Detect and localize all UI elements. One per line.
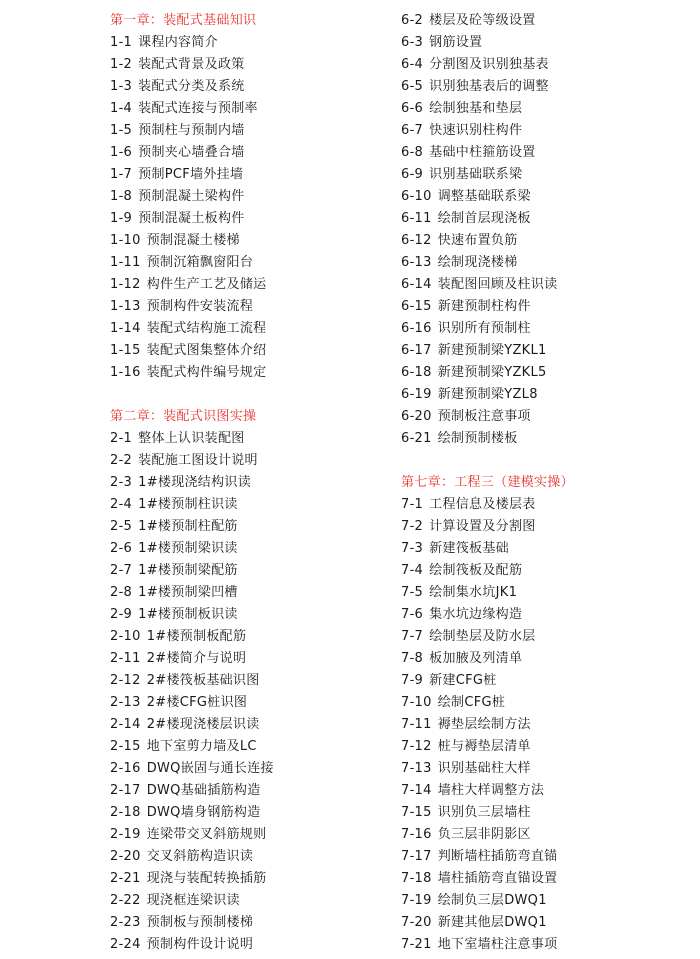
lesson-title: 新建筏板基础: [429, 541, 509, 556]
lesson-number: 1-9: [110, 211, 133, 226]
lesson-item: [110, 296, 390, 318]
lesson-title: 新建CFG桩: [429, 673, 497, 688]
lesson-number: 7-18: [401, 871, 432, 886]
chapter2-heading: 第二章：装配式识图实操: [110, 409, 257, 424]
chapter1-list: [110, 32, 390, 384]
lesson-number: 2-21: [110, 871, 141, 886]
lesson-title: 预制柱与预制内墙: [138, 123, 245, 138]
lesson-item: [110, 252, 390, 274]
lesson-number: 6-9: [401, 167, 424, 182]
lesson-title: 整体上认识装配图: [138, 431, 245, 446]
lesson-item: [110, 98, 390, 120]
lesson-item: [110, 670, 390, 692]
lesson-item: [110, 428, 390, 450]
lesson-number: 6-8: [401, 145, 424, 160]
lesson-item: [110, 340, 390, 362]
lesson-title: 地下室墙柱注意事项: [437, 937, 558, 952]
lesson-number: 2-9: [110, 607, 133, 622]
lesson-number: 7-1: [401, 497, 424, 512]
lesson-title: 新建预制梁YZL8: [437, 387, 538, 402]
lesson-item: [401, 714, 691, 736]
lesson-item: [401, 736, 691, 758]
section-gap: [401, 450, 691, 472]
lesson-item: [401, 692, 691, 714]
lesson-item: [110, 120, 390, 142]
lesson-title: 识别所有预制柱: [437, 321, 531, 336]
lesson-number: 7-4: [401, 563, 424, 578]
lesson-item: [401, 648, 691, 670]
lesson-number: 1-14: [110, 321, 141, 336]
lesson-title: 新建预制梁YZKL5: [437, 365, 547, 380]
left-column: [110, 10, 390, 956]
lesson-item: [401, 516, 691, 538]
lesson-title: 1#楼预制梁识读: [138, 541, 238, 556]
lesson-number: 6-15: [401, 299, 432, 314]
chapter7-list: [401, 494, 691, 956]
lesson-item: [110, 736, 390, 758]
lesson-item: [110, 648, 390, 670]
lesson-item: [110, 890, 390, 912]
lesson-title: 现浇与装配转换插筋: [146, 871, 267, 886]
lesson-item: [401, 428, 691, 450]
lesson-number: 7-9: [401, 673, 424, 688]
lesson-title: 预制混凝土板构件: [138, 211, 245, 226]
lesson-item: [401, 76, 691, 98]
lesson-number: 7-20: [401, 915, 432, 930]
lesson-title: DWQ基础插筋构造: [146, 783, 261, 798]
lesson-number: 2-22: [110, 893, 141, 908]
lesson-title: 预制板与预制楼梯: [146, 915, 254, 930]
lesson-item: [401, 934, 691, 956]
lesson-title: 绘制负三层DWQ1: [437, 893, 547, 908]
lesson-title: 绘制预制楼板: [437, 431, 518, 446]
lesson-title: 钢筋设置: [429, 35, 483, 50]
lesson-title: 2#楼CFG桩识图: [146, 695, 248, 710]
lesson-number: 1-13: [110, 299, 141, 314]
lesson-number: 1-7: [110, 167, 133, 182]
lesson-title: 预制板注意事项: [437, 409, 531, 424]
lesson-title: 1#楼预制梁凹槽: [138, 585, 238, 600]
lesson-number: 6-20: [401, 409, 432, 424]
lesson-number: 7-2: [401, 519, 424, 534]
lesson-title: 2#楼现浇楼层识读: [146, 717, 260, 732]
lesson-title: 快速识别柱构件: [429, 123, 523, 138]
lesson-number: 2-10: [110, 629, 141, 644]
lesson-title: 装配式结构施工流程: [146, 321, 267, 336]
lesson-item: [110, 450, 390, 472]
lesson-number: 6-3: [401, 35, 424, 50]
lesson-title: 装配式连接与预制率: [138, 101, 258, 116]
lesson-title: 新建预制梁YZKL1: [437, 343, 547, 358]
lesson-item: [401, 890, 691, 912]
lesson-number: 7-5: [401, 585, 424, 600]
lesson-item: [401, 494, 691, 516]
lesson-item: [110, 54, 390, 76]
lesson-title: 预制构件设计说明: [146, 937, 254, 952]
lesson-number: 6-11: [401, 211, 432, 226]
lesson-number: 7-14: [401, 783, 432, 798]
lesson-item: [401, 868, 691, 890]
lesson-title: 现浇框连梁识读: [146, 893, 240, 908]
lesson-title: 构件生产工艺及储运: [146, 277, 267, 292]
lesson-title: 绘制筏板及配筋: [429, 563, 523, 578]
lesson-number: 1-5: [110, 123, 133, 138]
lesson-item: [110, 934, 390, 956]
lesson-number: 7-15: [401, 805, 432, 820]
lesson-title: 墙柱大样调整方法: [437, 783, 545, 798]
chapter7-heading: 第七章：工程三（建模实操）: [401, 475, 574, 490]
lesson-title: 基础中柱箍筋设置: [429, 145, 536, 160]
lesson-title: 预制沉箱飘窗阳台: [146, 255, 254, 270]
lesson-item: [110, 714, 390, 736]
lesson-item: [401, 54, 691, 76]
lesson-title: DWQ墙身钢筋构造: [146, 805, 261, 820]
lesson-title: 绘制集水坑JK1: [429, 585, 518, 600]
lesson-item: [401, 120, 691, 142]
lesson-title: 装配式背景及政策: [138, 57, 245, 72]
lesson-number: 1-4: [110, 101, 133, 116]
lesson-title: 绘制独基和垫层: [429, 101, 523, 116]
lesson-item: [401, 538, 691, 560]
lesson-title: 1#楼预制柱配筋: [138, 519, 238, 534]
lesson-title: 绘制首层现浇板: [437, 211, 531, 226]
lesson-item: [110, 274, 390, 296]
lesson-number: 2-15: [110, 739, 141, 754]
lesson-number: 6-2: [401, 13, 424, 28]
lesson-title: 新建其他层DWQ1: [437, 915, 547, 930]
lesson-item: [110, 32, 390, 54]
lesson-item: [401, 208, 691, 230]
lesson-title: 识别基础柱大样: [437, 761, 531, 776]
lesson-item: [110, 208, 390, 230]
lesson-number: 2-3: [110, 475, 133, 490]
lesson-title: 新建预制柱构件: [437, 299, 531, 314]
right-column: [401, 10, 691, 956]
lesson-item: [110, 758, 390, 780]
lesson-number: 7-7: [401, 629, 424, 644]
lesson-number: 7-12: [401, 739, 432, 754]
lesson-item: [110, 230, 390, 252]
lesson-number: 7-6: [401, 607, 424, 622]
lesson-number: 2-4: [110, 497, 133, 512]
lesson-title: 调整基础联系梁: [437, 189, 531, 204]
lesson-item: [401, 362, 691, 384]
lesson-item: [110, 76, 390, 98]
lesson-title: 预制夹心墙叠合墙: [138, 145, 245, 160]
lesson-title: 1#楼预制柱识读: [138, 497, 238, 512]
lesson-item: [401, 384, 691, 406]
lesson-item: [401, 340, 691, 362]
lesson-number: 7-16: [401, 827, 432, 842]
lesson-item: [401, 802, 691, 824]
lesson-number: 2-5: [110, 519, 133, 534]
lesson-number: 2-13: [110, 695, 141, 710]
lesson-item: [401, 230, 691, 252]
lesson-number: 7-21: [401, 937, 432, 952]
lesson-title: 负三层非阴影区: [437, 827, 531, 842]
lesson-title: 绘制现浇楼梯: [437, 255, 518, 270]
lesson-number: 7-17: [401, 849, 432, 864]
lesson-title: 1#楼预制板识读: [138, 607, 238, 622]
lesson-number: 1-3: [110, 79, 133, 94]
lesson-item: [110, 824, 390, 846]
lesson-title: 连梁带交叉斜筋规则: [146, 827, 267, 842]
lesson-number: 2-8: [110, 585, 133, 600]
lesson-title: 1#楼预制梁配筋: [138, 563, 238, 578]
lesson-title: 装配式构件编号规定: [146, 365, 267, 380]
lesson-item: [401, 406, 691, 428]
lesson-item: [401, 296, 691, 318]
lesson-title: DWQ嵌固与通长连接: [146, 761, 274, 776]
lesson-number: 1-11: [110, 255, 141, 270]
lesson-item: [401, 274, 691, 296]
lesson-item: [110, 186, 390, 208]
lesson-number: 7-13: [401, 761, 432, 776]
lesson-number: 7-3: [401, 541, 424, 556]
lesson-number: 2-7: [110, 563, 133, 578]
chapter2-list: [110, 428, 390, 956]
lesson-title: 课程内容简介: [138, 35, 218, 50]
lesson-title: 计算设置及分割图: [429, 519, 536, 534]
lesson-number: 6-5: [401, 79, 424, 94]
lesson-item: [401, 670, 691, 692]
lesson-item: [401, 318, 691, 340]
lesson-item: [110, 142, 390, 164]
lesson-item: [110, 780, 390, 802]
lesson-number: 2-23: [110, 915, 141, 930]
lesson-number: 6-13: [401, 255, 432, 270]
lesson-title: 2#楼筏板基础识图: [146, 673, 260, 688]
lesson-item: [110, 626, 390, 648]
lesson-title: 地下室剪力墙及LC: [146, 739, 257, 754]
lesson-number: 7-8: [401, 651, 424, 666]
lesson-number: 6-12: [401, 233, 432, 248]
lesson-item: [110, 516, 390, 538]
lesson-item: [401, 142, 691, 164]
lesson-title: 识别基础联系梁: [429, 167, 523, 182]
lesson-title: 装配图回顾及柱识读: [437, 277, 558, 292]
lesson-item: [110, 362, 390, 384]
lesson-number: 1-6: [110, 145, 133, 160]
lesson-number: 1-8: [110, 189, 133, 204]
lesson-item: [401, 32, 691, 54]
lesson-title: 预制PCF墙外挂墙: [138, 167, 244, 182]
lesson-item: [110, 868, 390, 890]
lesson-item: [110, 846, 390, 868]
lesson-number: 6-14: [401, 277, 432, 292]
lesson-title: 2#楼简介与说明: [146, 651, 247, 666]
lesson-number: 6-17: [401, 343, 432, 358]
lesson-title: 装配施工图设计说明: [138, 453, 258, 468]
lesson-title: 判断墙柱插筋弯直锚: [437, 849, 558, 864]
lesson-title: 识别独基表后的调整: [429, 79, 549, 94]
chapter6-list: [401, 10, 691, 450]
lesson-number: 6-6: [401, 101, 424, 116]
lesson-item: [110, 164, 390, 186]
lesson-number: 2-19: [110, 827, 141, 842]
lesson-title: 分割图及识别独基表: [429, 57, 549, 72]
lesson-title: 装配式分类及系统: [138, 79, 245, 94]
lesson-title: 识别负三层墙柱: [437, 805, 531, 820]
lesson-number: 6-4: [401, 57, 424, 72]
lesson-number: 6-10: [401, 189, 432, 204]
lesson-item: [401, 912, 691, 934]
lesson-number: 2-6: [110, 541, 133, 556]
lesson-number: 6-18: [401, 365, 432, 380]
lesson-number: 2-24: [110, 937, 141, 952]
lesson-item: [110, 318, 390, 340]
lesson-item: [110, 538, 390, 560]
lesson-item: [401, 186, 691, 208]
lesson-item: [110, 472, 390, 494]
lesson-number: 2-11: [110, 651, 141, 666]
lesson-number: 2-18: [110, 805, 141, 820]
lesson-number: 1-12: [110, 277, 141, 292]
lesson-number: 6-16: [401, 321, 432, 336]
lesson-number: 6-19: [401, 387, 432, 402]
lesson-title: 绘制CFG桩: [437, 695, 506, 710]
lesson-title: 绘制垫层及防水层: [429, 629, 536, 644]
lesson-item: [401, 604, 691, 626]
lesson-title: 预制构件安装流程: [146, 299, 254, 314]
lesson-item: [401, 846, 691, 868]
lesson-number: 1-1: [110, 35, 133, 50]
lesson-number: 2-12: [110, 673, 141, 688]
lesson-item: [110, 582, 390, 604]
lesson-number: 2-1: [110, 431, 133, 446]
lesson-number: 2-20: [110, 849, 141, 864]
lesson-item: [110, 912, 390, 934]
lesson-item: [401, 780, 691, 802]
lesson-title: 墙柱插筋弯直锚设置: [437, 871, 558, 886]
lesson-number: 1-10: [110, 233, 141, 248]
lesson-title: 快速布置负筋: [437, 233, 518, 248]
lesson-number: 2-16: [110, 761, 141, 776]
lesson-title: 预制混凝土梁构件: [138, 189, 245, 204]
lesson-item: [110, 560, 390, 582]
lesson-title: 1#楼预制板配筋: [146, 629, 247, 644]
lesson-number: 7-11: [401, 717, 432, 732]
lesson-title: 交叉斜筋构造识读: [146, 849, 254, 864]
lesson-title: 桩与褥垫层清单: [437, 739, 531, 754]
lesson-title: 预制混凝土楼梯: [146, 233, 240, 248]
lesson-title: 楼层及砼等级设置: [429, 13, 536, 28]
lesson-number: 2-2: [110, 453, 133, 468]
lesson-item: [401, 10, 691, 32]
lesson-item: [401, 164, 691, 186]
lesson-number: 2-17: [110, 783, 141, 798]
lesson-title: 褥垫层绘制方法: [437, 717, 531, 732]
lesson-number: 6-7: [401, 123, 424, 138]
lesson-title: 板加腋及列清单: [429, 651, 523, 666]
lesson-number: 1-16: [110, 365, 141, 380]
section-gap: [110, 384, 390, 406]
lesson-number: 2-14: [110, 717, 141, 732]
chapter1-heading: 第一章：装配式基础知识: [110, 13, 257, 28]
lesson-number: 7-10: [401, 695, 432, 710]
lesson-item: [401, 98, 691, 120]
lesson-number: 1-15: [110, 343, 141, 358]
lesson-item: [401, 626, 691, 648]
lesson-item: [401, 560, 691, 582]
lesson-item: [110, 692, 390, 714]
lesson-title: 装配式图集整体介绍: [146, 343, 267, 358]
lesson-title: 工程信息及楼层表: [429, 497, 536, 512]
lesson-number: 1-2: [110, 57, 133, 72]
lesson-title: 集水坑边缘构造: [429, 607, 523, 622]
lesson-item: [401, 824, 691, 846]
lesson-item: [110, 494, 390, 516]
lesson-number: 7-19: [401, 893, 432, 908]
lesson-item: [110, 802, 390, 824]
lesson-item: [401, 582, 691, 604]
lesson-item: [401, 758, 691, 780]
lesson-title: 1#楼现浇结构识读: [138, 475, 252, 490]
lesson-number: 6-21: [401, 431, 432, 446]
lesson-item: [401, 252, 691, 274]
lesson-item: [110, 604, 390, 626]
